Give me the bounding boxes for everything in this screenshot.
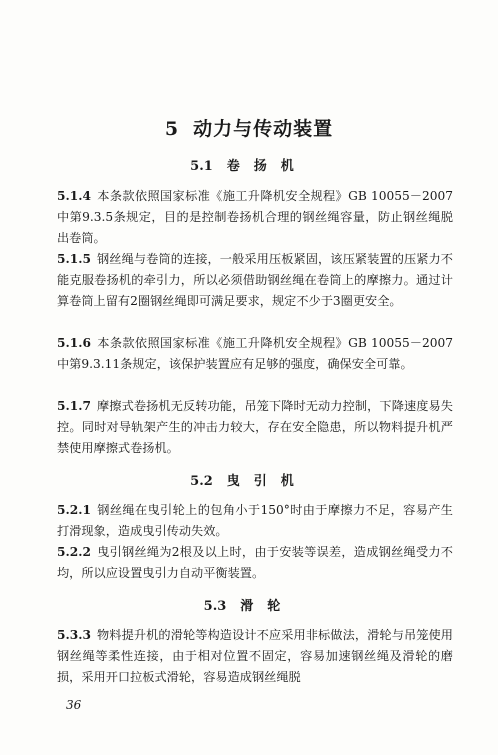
paragraph: [57, 249, 453, 312]
clause-text: 曳引钢丝绳为2根及以上时，由于安装等误差，造成钢丝绳受力不均，所以应设置曳引力自动平衡装置。: [57, 545, 453, 580]
clause-number: 5.2.1: [57, 503, 91, 517]
paragraph: [57, 333, 453, 375]
clause-text: 物料提升机的滑轮等构造设计不应采用非标做法，滑轮与吊笼使用钢丝绳等柔性连接，由于相对位置不固定，容易加速钢丝绳及滑轮的磨损，采用开口拉板式滑轮，容易造成钢丝绳脱: [57, 628, 453, 684]
page-number: 36: [66, 698, 82, 712]
section-number: 5.2: [190, 474, 213, 489]
section-number: 5.1: [190, 159, 213, 174]
section-title: 滑轮: [240, 599, 295, 614]
section-number: 5.3: [203, 599, 227, 614]
clause-text: 本条款依照国家标准《施工升降机安全规程》GB 10055－2007中第9.3.11条规定，该保护装置应有足够的强度，确保安全可靠。: [57, 336, 453, 371]
clause-number: 5.1.6: [57, 336, 91, 350]
clause-text: 摩擦式卷扬机无反转功能，吊笼下降时无动力控制，下降速度易失控。同时对导轨架产生的冲击力较大，存在安全隐患，所以物料提升机严禁使用摩擦式卷扬机。: [57, 399, 453, 455]
clause-text: 钢丝绳在曳引轮上的包角小于150°时由于摩擦力不足，容易产生打滑现象，造成曳引传动失效。: [57, 503, 453, 538]
chapter-number: 5: [164, 118, 180, 140]
clause-number: 5.1.7: [57, 399, 91, 413]
paragraph: [57, 396, 453, 459]
clause-number: 5.1.5: [57, 252, 91, 266]
chapter-title: 动力与传动装置: [193, 118, 334, 140]
paragraph: [57, 625, 453, 688]
section-title: 曳引机: [226, 474, 308, 489]
paragraph: [57, 186, 453, 249]
clause-text: 钢丝绳与卷筒的连接，一般采用压板紧固，该压紧装置的压紧力不能克服卷扬机的牵引力，所以必须借助钢丝绳在卷筒上的摩擦力。通过计算卷筒上留有2圈钢丝绳即可满足要求，规定不少于3圈更安全。: [57, 252, 453, 308]
section-heading: [0, 595, 498, 614]
clause-number: 5.3.3: [57, 628, 91, 642]
section-title: 卷扬机: [226, 159, 308, 174]
paragraph: [57, 542, 453, 584]
chapter-heading: [0, 114, 498, 141]
clause-text: 本条款依照国家标准《施工升降机安全规程》GB 10055－2007中第9.3.5条规定，目的是控制卷扬机合理的钢丝绳容量，防止钢丝绳脱出卷筒。: [57, 189, 453, 245]
clause-number: 5.2.2: [57, 545, 91, 559]
clause-number: 5.1.4: [57, 189, 91, 203]
paragraph: [57, 500, 453, 542]
section-heading: [0, 155, 498, 174]
section-heading: [0, 470, 498, 489]
